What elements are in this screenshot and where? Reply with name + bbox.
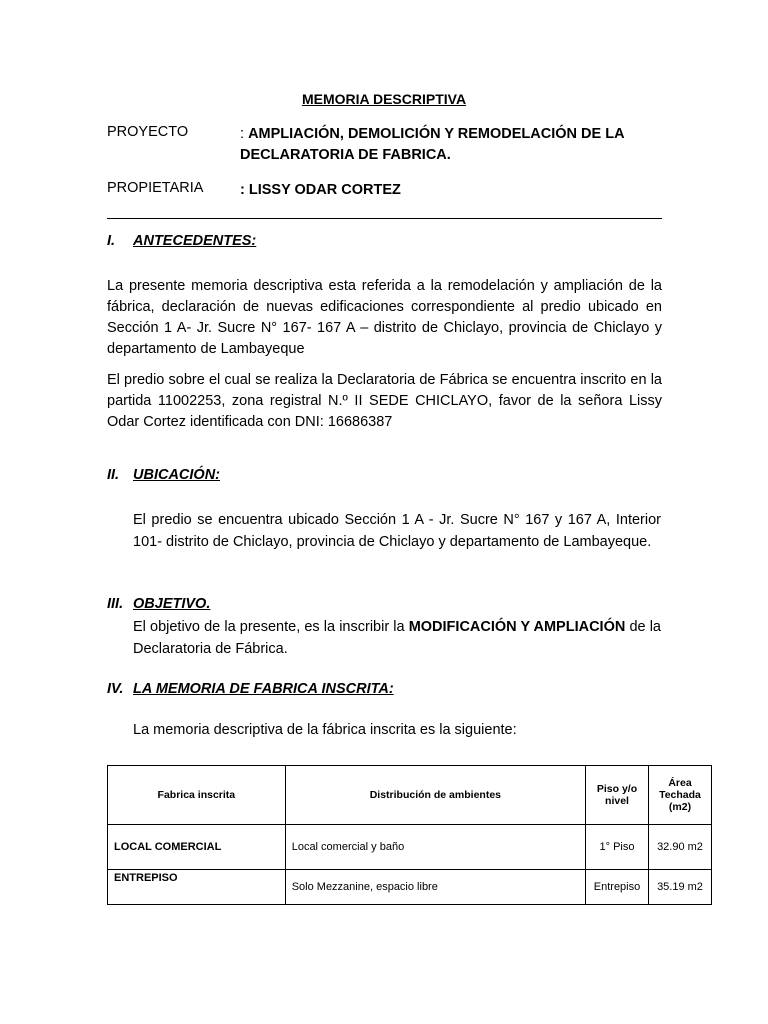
section-4-number: IV.	[107, 681, 124, 697]
section-3-paragraph-suffix: de la Declaratoria de Fábrica.	[133, 619, 661, 657]
table-header-fabrica: Fabrica inscrita	[108, 766, 286, 825]
section-1-paragraph-2: El predio sobre el cual se realiza la Declaratoria de Fábrica se encuentra inscrito en la partida 11002253, zona registral N.º II SEDE CHICLAYO, favor de la señora Lissy Odar Cortez identificada con DNI: 16686387	[107, 372, 662, 430]
section-2-title: UBICACIÓN:	[133, 467, 220, 483]
section-1-paragraph-1: La presente memoria descriptiva esta referida a la remodelación y ampliación de la fábrica, declaración de nuevas edificaciones correspondiente al predio ubicado en Sección 1 A- Jr. Sucre N° 167- 167 A – distrito de Chiclayo, provincia de Chiclayo y departamento de Lambayeque	[107, 278, 662, 357]
section-1-title: ANTECEDENTES:	[133, 233, 257, 249]
table-cell-fabrica: ENTREPISO	[108, 870, 286, 905]
table-header-row	[108, 766, 712, 825]
proyecto-value	[240, 124, 670, 166]
table-row	[108, 825, 712, 870]
table-header-distribucion: Distribución de ambientes	[285, 766, 585, 825]
propietaria-label: PROPIETARIA	[107, 180, 204, 196]
header-divider	[107, 218, 662, 219]
table-cell-distribucion: Solo Mezzanine, espacio libre	[285, 870, 585, 905]
table-header-area: Área Techada (m2)	[649, 766, 712, 825]
proyecto-label: PROYECTO	[107, 124, 189, 140]
section-3-number: III.	[107, 596, 124, 612]
proyecto-value-text: AMPLIACIÓN, DEMOLICIÓN Y REMODELACIÓN DE LA DECLARATORIA DE FABRICA.	[240, 126, 625, 163]
proyecto-value-prefix: :	[240, 126, 249, 142]
section-3-paragraph-prefix: El objetivo de la presente, es la inscribir la	[133, 619, 409, 635]
table-row	[108, 870, 712, 905]
section-3-paragraph	[133, 616, 661, 660]
table-cell-fabrica: LOCAL COMERCIAL	[108, 825, 286, 870]
section-4-paragraph: La memoria descriptiva de la fábrica inscrita es la siguiente:	[133, 722, 517, 738]
document-title: MEMORIA DESCRIPTIVA	[301, 91, 467, 107]
table-cell-area: 35.19 m2	[649, 870, 712, 905]
section-3-paragraph-bold: MODIFICACIÓN Y AMPLIACIÓN	[408, 619, 626, 635]
section-1-number: I.	[107, 233, 116, 249]
section-4-title: LA MEMORIA DE FABRICA INSCRITA:	[133, 681, 394, 697]
fabrica-inscrita-table	[107, 765, 712, 905]
section-2-paragraph: El predio se encuentra ubicado Sección 1 A - Jr. Sucre N° 167 y 167 A, Interior 101- distrito de Chiclayo, provincia de Chiclayo y departamento de Lambayeque.	[133, 512, 661, 550]
table-cell-piso: Entrepiso	[586, 870, 649, 905]
table-cell-piso: 1° Piso	[586, 825, 649, 870]
propietaria-value: : LISSY ODAR CORTEZ	[240, 182, 401, 198]
section-3-title: OBJETIVO.	[133, 596, 211, 612]
section-2-number: II.	[107, 467, 120, 483]
table-header-piso: Piso y/o nivel	[586, 766, 649, 825]
table-cell-area: 32.90 m2	[649, 825, 712, 870]
table-cell-distribucion: Local comercial y baño	[285, 825, 585, 870]
